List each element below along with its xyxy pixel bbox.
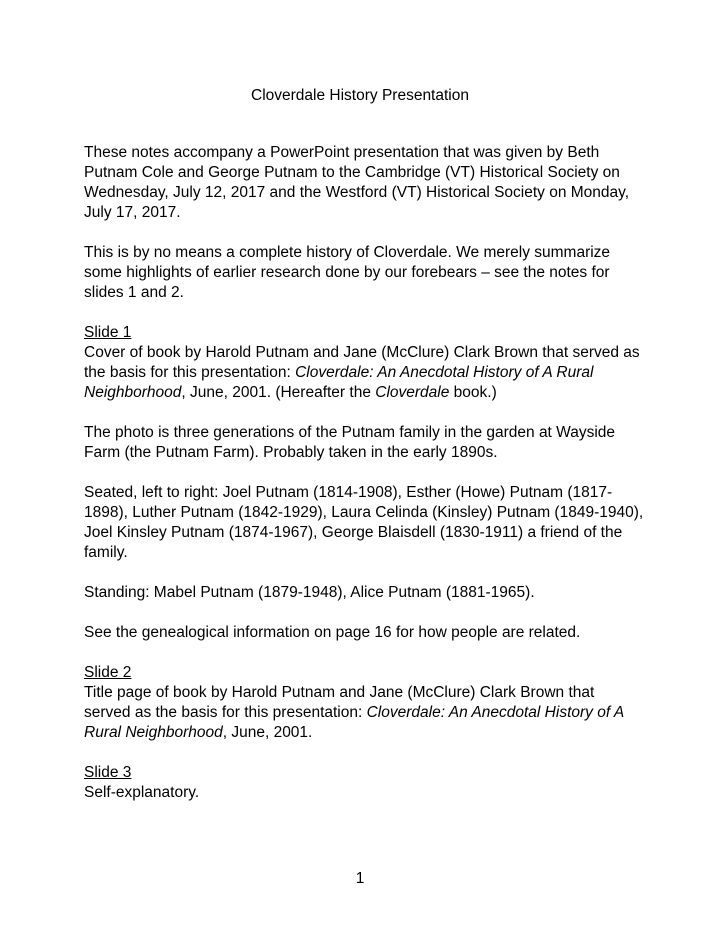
slide3-paragraph bbox=[84, 763, 644, 803]
slide1-standing-paragraph: Standing: Mabel Putnam (1879-1948), Alice Putnam (1881-1965). bbox=[84, 584, 535, 601]
slide2-title-prefix: Title page of book by Harold Putnam and Jane (McClure) Clark Brown that served as the basis for this presentation: bbox=[84, 684, 595, 721]
slide1-cover-paragraph bbox=[84, 323, 644, 403]
slide3-text: Self-explanatory. bbox=[84, 784, 200, 801]
slide1-book-title: Cloverdale: An Anecdotal History of A Rural Neighborhood bbox=[84, 364, 594, 401]
slide1-genealogy-paragraph: See the genealogical information on page 16 for how people are related. bbox=[84, 624, 581, 641]
slide2-title-suffix: , June, 2001. bbox=[222, 724, 313, 741]
slide1-heading: Slide 1 bbox=[84, 324, 132, 341]
slide1-photo-paragraph: The photo is three generations of the Putnam family in the garden at Wayside Farm (the Putnam Farm). Probably taken in the early 1890s. bbox=[84, 424, 616, 461]
intro-paragraph-2: This is by no means a complete history of Cloverdale. We merely summarize some highlights of earlier research done by our forebears – see the notes for slides 1 and 2. bbox=[84, 244, 611, 301]
slide3-heading: Slide 3 bbox=[84, 764, 132, 781]
slide1-seated-paragraph: Seated, left to right: Joel Putnam (1814-1908), Esther (Howe) Putnam (1817-1898), Luther Putnam (1842-1929), Laura Celinda (Kinsley) Putnam (1849-1940), Joel Kinsley Putnam (1874-1967), George Blaisdell (1830-1911) a friend of the family. bbox=[84, 484, 644, 561]
slide2-paragraph bbox=[84, 663, 644, 743]
slide1-cover-suffix: book.) bbox=[449, 384, 497, 401]
document-title: Cloverdale History Presentation bbox=[251, 87, 469, 104]
slide2-heading: Slide 2 bbox=[84, 664, 132, 681]
slide1-cover-prefix: Cover of book by Harold Putnam and Jane (McClure) Clark Brown that served as the basis for this presentation: bbox=[84, 344, 640, 381]
slide2-book-title: Cloverdale: An Anecdotal History of A Rural Neighborhood bbox=[84, 704, 624, 741]
intro-paragraph-1: These notes accompany a PowerPoint presentation that was given by Beth Putnam Cole and George Putnam to the Cambridge (VT) Historical Society on Wednesday, July 12, 2017 and the Westford (VT) Historical Society on Monday, July 17, 2017. bbox=[84, 144, 630, 221]
slide1-cover-middle: , June, 2001. (Hereafter the bbox=[181, 384, 376, 401]
page-number: 1 bbox=[355, 870, 365, 887]
document-body bbox=[84, 143, 644, 803]
slide1-book-short-title: Cloverdale bbox=[375, 384, 450, 401]
